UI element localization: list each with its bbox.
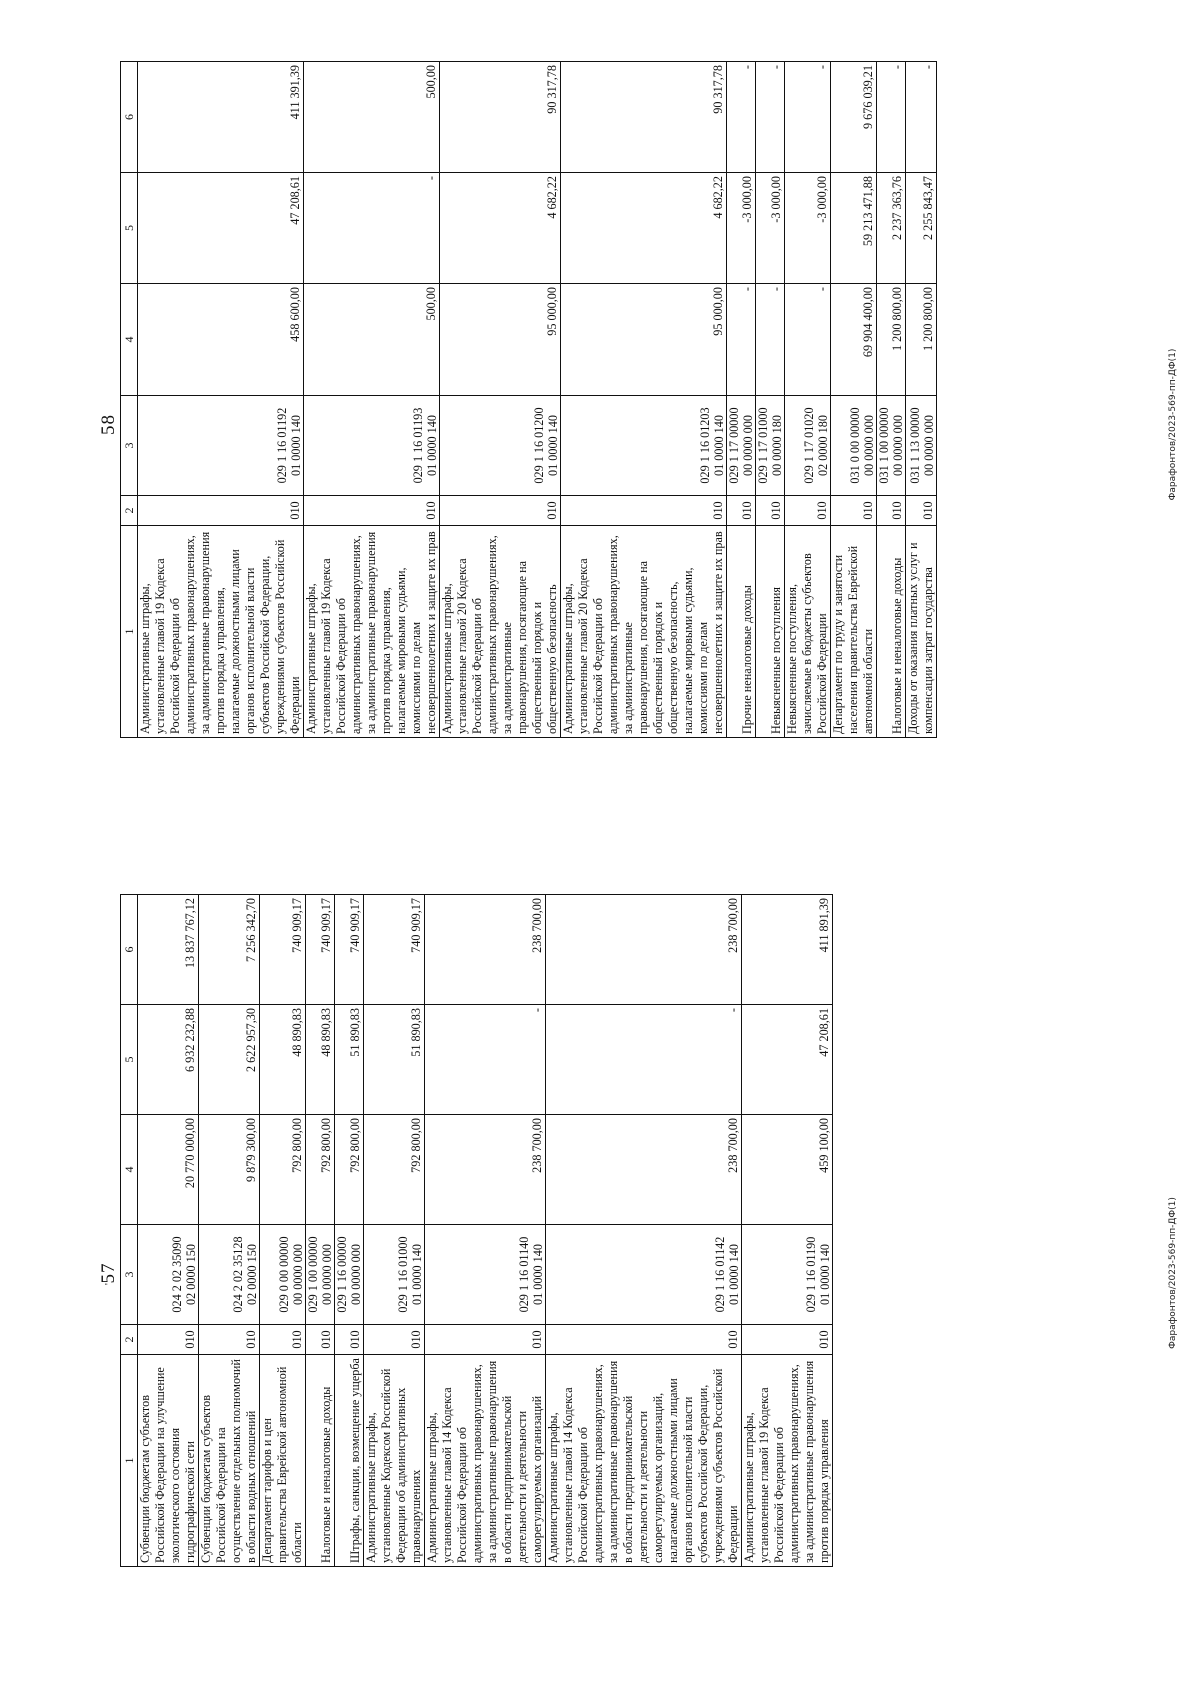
row-plan: - [785,284,831,396]
column-header: 3 [121,396,138,496]
row-line-code: 010 [742,1325,833,1355]
code-part-b: 02 0000 150 [245,1244,259,1305]
row-plan: 95 000,00 [561,284,727,396]
code-part-a: 031 1 00 00000 [877,407,891,484]
row-budget-code [260,1225,306,1325]
row-plan: 69 904 400,00 [831,284,877,396]
code-part-b: 00 0000 000 [922,415,936,476]
row-budget-code [742,1225,833,1325]
row-executed: - [304,173,440,284]
row-name: Департамент по труду и занятости населения правительства Еврейской автономной области [831,526,877,738]
row-line-code: 010 [304,496,440,526]
code-part-a: 029 1 16 01140 [517,1236,531,1313]
row-plan: - [756,284,785,396]
row-executed: 4 682,22 [561,173,727,284]
row-executed: 48 890,83 [260,1005,306,1115]
row-name: Административные штрафы, установленные главой 20 Кодекса Российской Федерации об административных правонарушениях, за административные правонарушения, посягающие на общественный порядок и общественную безопасность [440,526,561,738]
row-line-code: 010 [138,1325,199,1355]
table-row [756,62,785,738]
row-executed: 2 622 957,30 [199,1005,260,1115]
revenue-table [120,61,937,738]
stray-mark: ' [104,1283,115,1285]
row-executed: 48 890,83 [306,1005,335,1115]
row-remaining: 13 837 767,12 [138,895,199,1005]
row-budget-code [906,396,937,496]
row-budget-code [831,396,877,496]
row-line-code: 010 [727,496,756,526]
table-row [546,895,742,1567]
row-line-code: 010 [756,496,785,526]
code-part-b: 00 0000 180 [770,415,784,476]
row-remaining: 740 909,17 [260,895,306,1005]
table-row [138,895,199,1567]
row-budget-code [877,396,906,496]
row-remaining: 740 909,17 [335,895,364,1005]
row-name: Налоговые и неналоговые доходы [306,1355,335,1567]
row-name: Административные штрафы, установленные Кодексом Российской Федерации об административных правонарушениях [364,1355,425,1567]
row-name: Административные штрафы, установленные главой 19 Кодекса Российской Федерации об административных правонарушениях, за административные правонарушения против порядка управления, налагаемые мировыми судьями, комиссиями по делам несовершеннолетних и защите их прав [304,526,440,738]
row-budget-code [425,1225,546,1325]
code-part-b: 01 0000 140 [818,1244,832,1305]
row-budget-code [364,1225,425,1325]
row-plan: 792 800,00 [260,1115,306,1225]
table-row [304,62,440,738]
row-line-code: 010 [199,1325,260,1355]
row-remaining: 9 676 039,21 [831,62,877,173]
row-remaining: 238 700,00 [425,895,546,1005]
code-part-b: 01 0000 140 [546,415,560,476]
row-plan: 792 800,00 [364,1115,425,1225]
table-row [785,62,831,738]
row-name: Доходы от оказания платных услуг и компенсации затрат государства [906,526,937,738]
row-plan: 458 600,00 [138,284,304,396]
row-name: Субвенции бюджетам субъектов Российской Федерации на улучшение экологического состояния гидрографической сети [138,1355,199,1567]
row-plan: 238 700,00 [546,1115,742,1225]
row-executed: 51 890,83 [335,1005,364,1115]
code-part-b: 00 0000 000 [862,415,876,476]
page-number: 57 [98,1262,119,1284]
code-part-a: 029 1 00 00000 [306,1236,320,1313]
row-line-code: 010 [546,1325,742,1355]
row-line-code: 010 [425,1325,546,1355]
row-executed: 2 237 363,76 [877,173,906,284]
column-header: 5 [121,1005,138,1115]
row-remaining: 411 391,39 [138,62,304,173]
row-executed: 2 255 843,47 [906,173,937,284]
row-budget-code [306,1225,335,1325]
row-budget-code [138,396,304,496]
row-remaining: 740 909,17 [306,895,335,1005]
table-row [727,62,756,738]
row-line-code: 010 [440,496,561,526]
column-header: 6 [121,895,138,1005]
row-plan: 20 770 000,00 [138,1115,199,1225]
code-part-a: 029 1 16 01200 [532,407,546,484]
row-name: Административные штрафы, установленные главой 19 Кодекса Российской Федерации об административных правонарушениях, за административные правонарушения против порядка управления, налагаемые должностными лицами органов исполнительной власти субъектов Российской Федерации, учреждениями субъектов Российской Федерации [138,526,304,738]
row-plan: 459 100,00 [742,1115,833,1225]
row-budget-code [785,396,831,496]
row-remaining: 740 909,17 [364,895,425,1005]
row-name: Штрафы, санкции, возмещение ущерба [335,1355,364,1567]
row-plan: 9 879 300,00 [199,1115,260,1225]
row-plan: 1 200 800,00 [906,284,937,396]
column-header: 4 [121,1115,138,1225]
table-row [906,62,937,738]
code-part-b: 01 0000 140 [712,415,726,476]
code-part-b: 01 0000 140 [727,1244,741,1305]
row-remaining: - [727,62,756,173]
code-part-a: 029 1 16 00000 [335,1236,349,1313]
table-row [877,62,906,738]
row-line-code: 010 [831,496,877,526]
row-plan: 238 700,00 [425,1115,546,1225]
table-row [364,895,425,1567]
row-budget-code [561,396,727,496]
code-part-b: 00 0000 000 [891,415,905,476]
row-executed: 6 932 232,88 [138,1005,199,1115]
table-row [335,895,364,1567]
table-header-row [121,62,138,738]
code-part-a: 029 1 16 01203 [698,407,712,484]
column-header: 6 [121,62,138,173]
row-budget-code [440,396,561,496]
table-row [306,895,335,1567]
row-plan: 792 800,00 [335,1115,364,1225]
page-57 [0,849,1200,1697]
row-plan: 1 200 800,00 [877,284,906,396]
code-part-a: 029 1 17 01020 [802,407,816,484]
code-part-b: 00 0000 000 [741,415,755,476]
table-row [199,895,260,1567]
row-line-code: 010 [877,496,906,526]
row-remaining: - [756,62,785,173]
row-remaining: - [785,62,831,173]
revenue-table [120,894,833,1567]
row-line-code: 010 [785,496,831,526]
footer-code: Фарафонтов/2023-569-пп-ДФ(1) [1168,1197,1178,1349]
code-part-a: 031 0 00 00000 [848,407,862,484]
row-budget-code [335,1225,364,1325]
code-part-b: 01 0000 140 [425,415,439,476]
code-part-b: 01 0000 140 [289,415,303,476]
row-remaining: 7 256 342,70 [199,895,260,1005]
table-row [831,62,877,738]
row-name: Налоговые и неналоговые доходы [877,526,906,738]
row-line-code: 010 [906,496,937,526]
row-name: Субвенции бюджетам субъектов Российской Федерации на осуществление отдельных полномочий в области водных отношений [199,1355,260,1567]
row-name: Административные штрафы, установленные главой 14 Кодекса Российской Федерации об административных правонарушениях, за административные правонарушения в области предпринимательской деятельности и деятельности саморегулируемых организаций [425,1355,546,1567]
table-row [561,62,727,738]
row-executed: 4 682,22 [440,173,561,284]
code-part-b: 00 0000 000 [349,1244,363,1305]
row-executed: 47 208,61 [742,1005,833,1115]
row-executed: -3 000,00 [756,173,785,284]
page-number: 58 [98,414,119,435]
code-part-b: 02 0000 150 [184,1244,198,1305]
column-header: 5 [121,173,138,284]
row-executed: - [425,1005,546,1115]
column-header: 4 [121,284,138,396]
row-executed: -3 000,00 [727,173,756,284]
row-executed: 47 208,61 [138,173,304,284]
row-budget-code [727,396,756,496]
column-header: 3 [121,1225,138,1325]
row-plan: 792 800,00 [306,1115,335,1225]
row-name: Прочие неналоговые доходы [727,526,756,738]
code-part-a: 031 1 13 00000 [908,407,922,484]
row-line-code: 010 [138,496,304,526]
row-remaining: - [877,62,906,173]
row-executed: 51 890,83 [364,1005,425,1115]
row-budget-code [304,396,440,496]
row-line-code: 010 [260,1325,306,1355]
footer-code: Фарафонтов/2023-569-пп-ДФ(1) [1168,348,1178,501]
row-name: Административные штрафы, установленные главой 19 Кодекса Российской Федерации об административных правонарушениях, за административные правонарушения против порядка управления [742,1355,833,1567]
row-budget-code [199,1225,260,1325]
table-row [260,895,306,1567]
code-part-a: 024 2 02 35090 [170,1236,184,1313]
code-part-a: 029 1 16 01142 [713,1236,727,1313]
row-plan: 500,00 [304,284,440,396]
row-remaining: 500,00 [304,62,440,173]
row-executed: -3 000,00 [785,173,831,284]
code-part-b: 02 0000 180 [816,415,830,476]
code-part-a: 024 2 02 35128 [231,1236,245,1313]
table-row [425,895,546,1567]
column-header: 1 [121,1355,138,1567]
code-part-b: 00 0000 000 [291,1244,305,1305]
row-executed: 59 213 471,88 [831,173,877,284]
row-name: Административные штрафы, установленные главой 14 Кодекса Российской Федерации об административных правонарушениях, за административные правонарушения в области предпринимательской деятельности и деятельности саморегулируемых организаций, налагаемые должностными лицами органов исполнительной власти субъектов Российской Федерации, учреждениями субъектов Российской Федерации [546,1355,742,1567]
table-row [440,62,561,738]
code-part-a: 029 1 16 01193 [411,407,425,484]
row-remaining: - [906,62,937,173]
code-part-b: 01 0000 140 [531,1244,545,1305]
row-remaining: 90 317,78 [440,62,561,173]
row-plan: - [727,284,756,396]
row-line-code: 010 [335,1325,364,1355]
code-part-a: 029 1 16 01000 [396,1236,410,1313]
row-name: Административные штрафы, установленные главой 20 Кодекса Российской Федерации об административных правонарушениях, за административные правонарушения, посягающие на общественный порядок и общественную безопасность, налагаемые мировыми судьями, комиссиями по делам несовершеннолетних и защите их прав [561,526,727,738]
row-line-code: 010 [306,1325,335,1355]
code-part-a: 029 1 16 01190 [804,1236,818,1313]
column-header: 1 [121,526,138,738]
row-name: Невыясненные поступления, зачисляемые в бюджеты субъектов Российской Федерации [785,526,831,738]
table-row [742,895,833,1567]
code-part-b: 00 0000 000 [320,1244,334,1305]
row-budget-code [546,1225,742,1325]
table-header-row [121,895,138,1567]
code-part-a: 029 1 17 01000 [756,407,770,484]
row-budget-code [756,396,785,496]
code-part-a: 029 1 17 00000 [727,407,741,484]
code-part-a: 029 0 00 00000 [277,1236,291,1313]
table-row [138,62,304,738]
row-executed: - [546,1005,742,1115]
code-part-a: 029 1 16 01192 [275,407,289,484]
code-part-b: 01 0000 140 [410,1244,424,1305]
row-line-code: 010 [364,1325,425,1355]
row-remaining: 411 891,39 [742,895,833,1005]
row-plan: 95 000,00 [440,284,561,396]
row-remaining: 90 317,78 [561,62,727,173]
column-header: 2 [121,496,138,526]
column-header: 2 [121,1325,138,1355]
row-line-code: 010 [561,496,727,526]
row-name: Невыясненные поступления [756,526,785,738]
row-remaining: 238 700,00 [546,895,742,1005]
row-budget-code [138,1225,199,1325]
row-name: Департамент тарифов и цен правительства Еврейской автономной области [260,1355,306,1567]
